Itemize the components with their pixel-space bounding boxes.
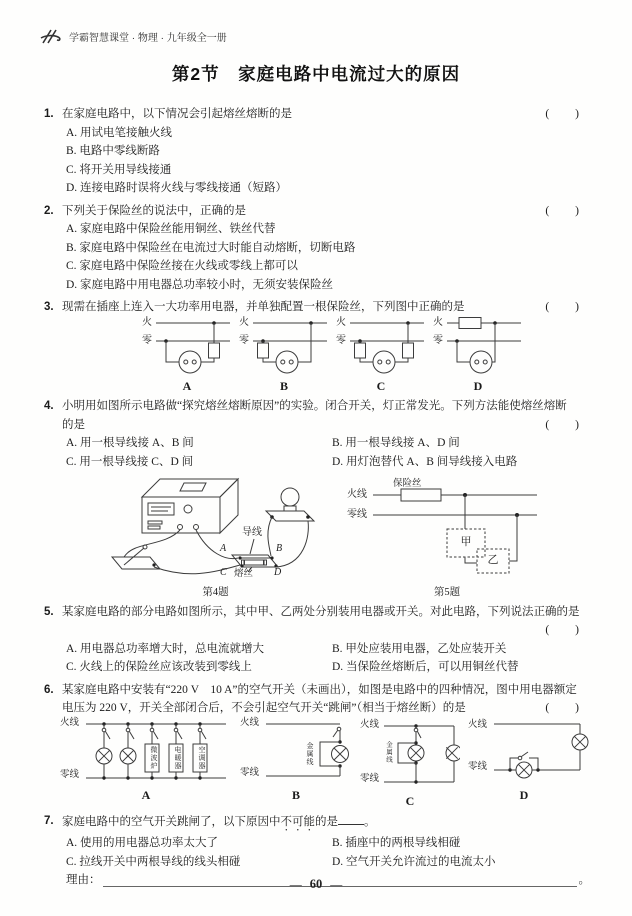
option-a: A. 用电器总功率增大时，总电流就增大 — [66, 642, 265, 655]
page-header — [40, 29, 227, 44]
heater-label: 电暖器 — [174, 745, 182, 770]
diagram-letter: D — [519, 788, 529, 802]
circuit-d — [431, 317, 525, 375]
switch-icon — [337, 727, 341, 731]
switch-icon — [414, 728, 418, 732]
aircon-label: 空调器 — [198, 745, 206, 770]
socket-icon — [373, 351, 395, 373]
switch-icon — [112, 557, 160, 569]
question-stem: 在家庭电路中，以下情况会引起熔丝熔断的是 — [62, 108, 292, 120]
q6-diagram-row — [60, 718, 590, 809]
neutral-wire-label: 零线 — [468, 761, 488, 772]
fuse-label: 保险丝 — [393, 479, 422, 489]
q3-diagram-a — [140, 317, 234, 394]
circuit-a — [140, 317, 234, 375]
worksheet-content — [44, 105, 590, 894]
option-d: D. 用灯泡替代 A、B 间导线接入电路 — [332, 455, 518, 468]
live-wire-label: 火线 — [60, 717, 80, 728]
fuse-icon — [403, 343, 414, 358]
q6-diagram-a — [60, 718, 232, 809]
diagram-letter: B — [279, 379, 288, 393]
live-wire-label: 火 — [336, 316, 346, 328]
figure-caption: 第5题 — [433, 586, 461, 598]
footer-dash-left: — — [289, 877, 302, 891]
option-c: C. 用一根导线接 C、D 间 — [66, 455, 194, 468]
neutral-wire-label: 零 — [239, 334, 249, 346]
option-c: C. 家庭电路中保险丝接在火线或零线上都可以 — [66, 260, 298, 272]
neutral-wire-label: 零线 — [347, 509, 367, 520]
live-wire-label: 火 — [433, 316, 443, 328]
figure-caption: 第4题 — [202, 586, 229, 598]
answer-blank — [338, 812, 364, 825]
option-b: B. 甲处应装用电器，乙处应装开关 — [332, 642, 507, 655]
diagram-letter: A — [182, 379, 192, 393]
question-number: 3. — [44, 301, 54, 313]
wire-callout-label: 导线 — [242, 527, 262, 538]
fuse-icon — [401, 489, 441, 501]
metal-wire-label: 金属线 — [385, 741, 392, 764]
option-d: D. 当保险丝熔断后，可以用铜丝代替 — [332, 661, 519, 673]
reason-label: 理由： — [66, 874, 101, 886]
answer-bracket: ( ) — [545, 301, 580, 313]
question-5 — [44, 603, 590, 677]
option-b: B. 插座中的两根导线相碰 — [332, 837, 461, 849]
point-b-label: B — [276, 543, 283, 554]
device-jia-label: 甲 — [460, 536, 472, 548]
answer-bracket: ( ) — [545, 418, 580, 431]
q3-diagram-c — [334, 317, 428, 394]
question-stem: 某家庭电路的部分电路如图所示，其中甲、乙两处分别装用电器或开关。对此电路，下列说法正确的是 — [62, 605, 580, 618]
question-stem: 某家庭电路中安装有“220 V 10 A”的空气开关（未画出），如图是电路中的四种情况，图中用电器额定 — [62, 683, 577, 696]
page-number: 60 — [309, 877, 323, 891]
diagram-letter: C — [376, 379, 386, 393]
brand-text: 学霸智慧课堂 · 物理 · 九年级全一册 — [69, 33, 227, 44]
neutral-wire-label: 零 — [433, 334, 443, 346]
experiment-sketch — [108, 471, 323, 579]
option-c: C. 火线上的保险丝应该改装到零线上 — [66, 661, 252, 673]
q4-figure — [108, 471, 323, 599]
q6-diagram-d — [468, 718, 592, 809]
fuse-icon — [459, 317, 481, 328]
page-title: 第2节 家庭电路中电流过大的原因 — [171, 64, 461, 84]
option-b: B. 家庭电路中保险丝在电流过大时能自动熔断，切断电路 — [66, 241, 356, 254]
q3-diagram-row — [140, 317, 590, 394]
question-number: 4. — [44, 400, 54, 412]
question-3 — [44, 298, 590, 393]
answer-bracket: ( ) — [545, 204, 580, 217]
branch-lamp-1 — [96, 722, 112, 779]
metal-wire-label: 金属线 — [306, 741, 314, 766]
diagram-letter: C — [405, 794, 415, 808]
power-supply-icon — [142, 479, 238, 497]
option-a: A. 使用的用电器总功率太大了 — [66, 837, 219, 849]
fuse-icon — [244, 560, 264, 565]
emphasized-text: 不可能 — [280, 816, 315, 828]
fuse-icon — [258, 343, 269, 358]
question-4 — [44, 397, 590, 599]
question-1 — [44, 105, 590, 198]
q5-figure — [347, 479, 547, 599]
bulb-icon — [281, 488, 299, 506]
point-a-label: A — [220, 543, 227, 554]
switch-icon — [102, 728, 106, 732]
circuit-c — [334, 317, 428, 375]
question-stem: 现需在插座上连入一大功率用电器，并单独配置一根保险丝，下列图中正确的是 — [62, 301, 465, 313]
socket-icon — [470, 351, 492, 373]
branch-lamp-2 — [120, 722, 136, 779]
lamp-icon — [446, 745, 460, 761]
household-circuit — [347, 479, 547, 579]
point-d-label: D — [274, 567, 282, 578]
neutral-wire-label: 零线 — [60, 769, 80, 780]
page-footer — [0, 877, 632, 892]
neutral-wire-label: 零 — [142, 334, 152, 346]
microwave-label: 微波炉 — [150, 745, 158, 770]
switch-icon — [518, 756, 522, 760]
diagram-letter: A — [141, 788, 151, 802]
fuse-callout-label: 熔丝 — [234, 569, 254, 579]
question-number: 7. — [44, 815, 54, 827]
stem-period: 。 — [364, 816, 376, 828]
diagram-letter: B — [291, 788, 300, 802]
diagram-letter: D — [473, 379, 483, 393]
point-c-label: C — [220, 567, 227, 578]
question-stem-line2: 电压为 220 V，开关全部闭合后，不会引起空气开关“跳闸”（相当于熔丝断）的是 — [62, 702, 466, 714]
live-wire-label: 火 — [142, 316, 152, 328]
question-stem: 下列关于保险丝的说法中，正确的是 — [62, 204, 246, 217]
q3-diagram-b — [237, 317, 331, 394]
circuit-b — [237, 317, 331, 375]
live-wire-label: 火线 — [360, 719, 380, 730]
option-a: A. 用试电笔接触火线 — [66, 126, 173, 139]
answer-bracket: ( ) — [545, 108, 580, 120]
question-2 — [44, 202, 590, 295]
switch-icon — [174, 728, 178, 732]
switch-icon — [150, 728, 154, 732]
question-number: 1. — [44, 108, 54, 120]
live-wire-label: 火线 — [468, 719, 488, 730]
option-d: D. 空气开关允许流过的电流太小 — [332, 855, 496, 868]
option-c: C. 拉线开关中两根导线的线头相碰 — [66, 855, 241, 868]
option-c: C. 将开关用导线接通 — [66, 163, 172, 176]
answer-bracket: ( ) — [545, 624, 580, 636]
neutral-wire-label: 零线 — [240, 767, 260, 778]
option-a: A. 家庭电路中保险丝能用铜丝、铁丝代替 — [66, 223, 276, 235]
question-stem-line2: 的是 — [62, 418, 85, 431]
switch-icon — [126, 728, 130, 732]
socket-icon — [276, 351, 298, 373]
switch-icon — [198, 728, 202, 732]
option-d: D. 家庭电路中用电器总功率较小时，无须安装保险丝 — [66, 278, 334, 291]
answer-bracket: ( ) — [545, 702, 580, 714]
question-stem: 家庭电路中的空气开关跳闸了，以下原因中 — [62, 816, 281, 828]
question-6 — [44, 681, 590, 809]
reason-period: 。 — [578, 874, 590, 886]
q3-diagram-d — [431, 317, 525, 394]
option-a: A. 用一根导线接 A、B 间 — [66, 437, 194, 449]
neutral-wire-label: 零 — [336, 334, 346, 346]
option-b: B. 用一根导线接 A、D 间 — [332, 437, 460, 449]
socket-icon — [179, 351, 201, 373]
option-d: D. 连接电路时误将火线与零线接通（短路） — [66, 182, 288, 194]
neutral-wire-label: 零线 — [360, 773, 380, 784]
footer-dash-right: — — [330, 877, 343, 891]
question-stem: 小明用如图所示电路做“探究熔丝熔断原因”的实验。闭合开关，灯正常发光。下列方法能使熔丝熔断 — [62, 400, 567, 412]
question-number: 5. — [44, 605, 54, 618]
device-yi-label: 乙 — [487, 554, 499, 566]
live-wire-label: 火线 — [347, 489, 367, 500]
q6-diagram-c — [360, 718, 460, 809]
question-number: 6. — [44, 683, 54, 696]
fuse-icon — [355, 343, 366, 358]
live-wire-label: 火 — [239, 316, 249, 328]
option-b: B. 电路中零线断路 — [66, 145, 160, 157]
question-stem-tail: 的是 — [315, 816, 338, 828]
brand-logo-icon — [40, 29, 64, 44]
figures-row — [108, 471, 590, 599]
fuse-icon — [209, 343, 220, 358]
live-wire-label: 火线 — [240, 717, 260, 728]
question-number: 2. — [44, 204, 54, 217]
q6-diagram-b — [240, 718, 352, 809]
